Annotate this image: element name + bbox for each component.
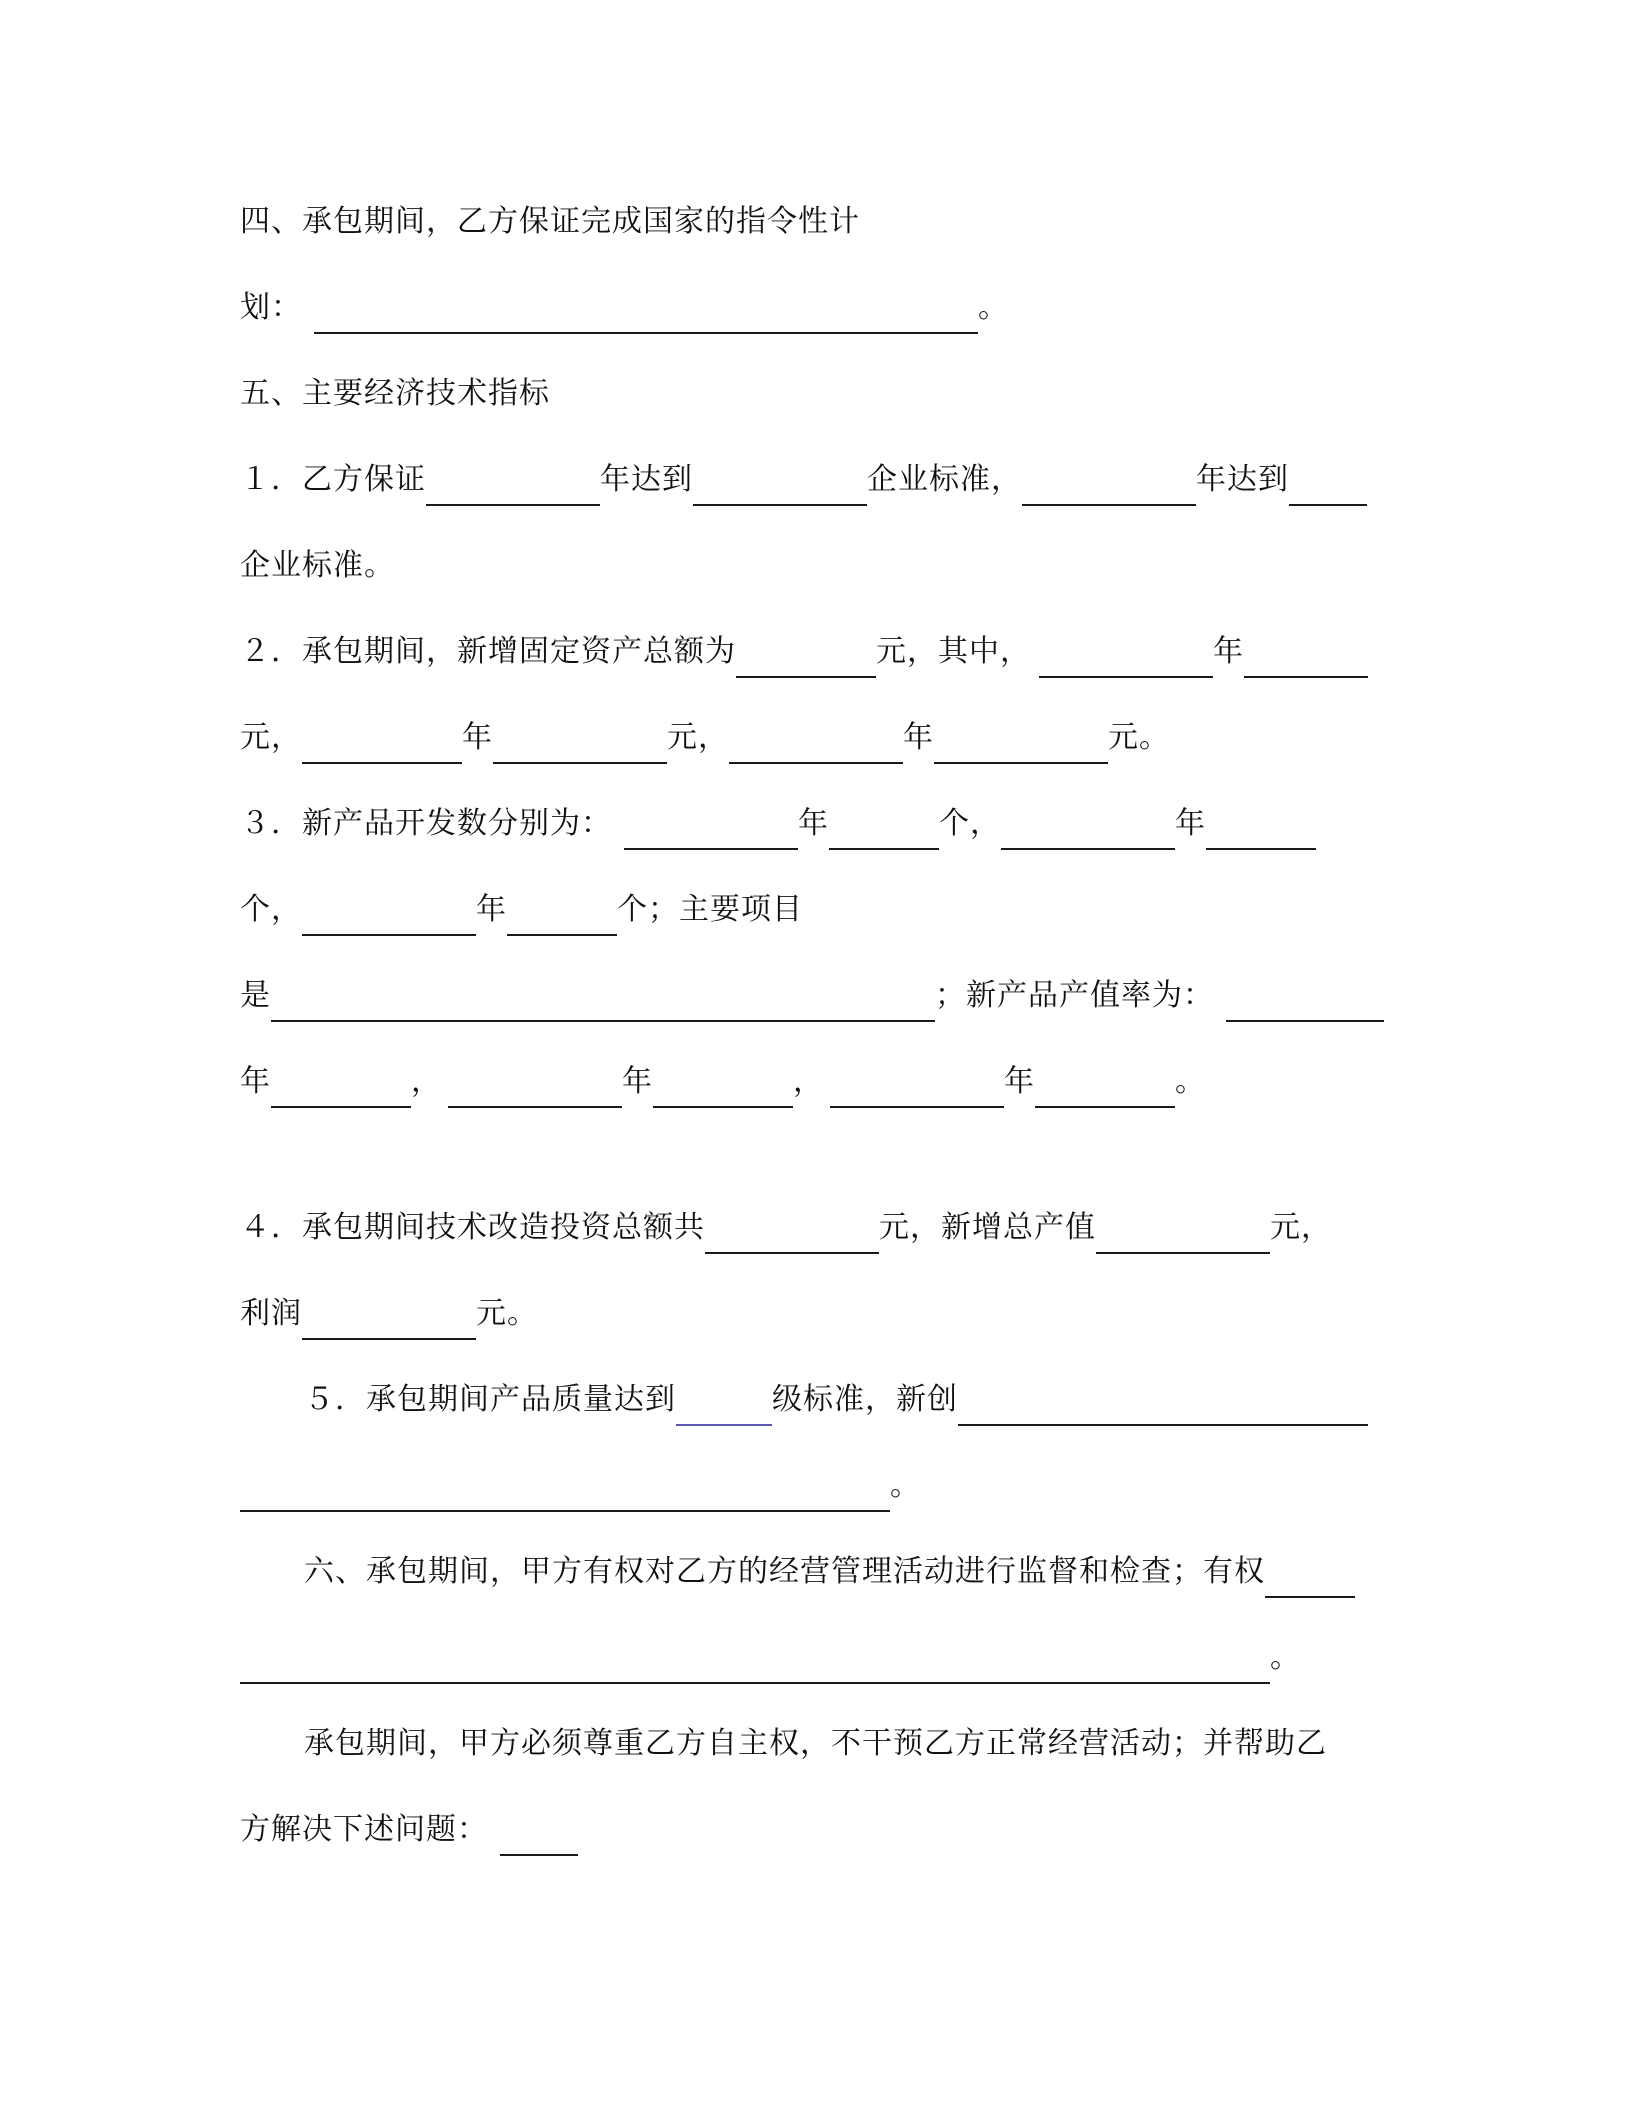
blank-year-b[interactable] <box>302 728 462 764</box>
text: 是 <box>240 978 271 1013</box>
text: ４．承包期间技术改造投资总额共 <box>240 1210 705 1245</box>
text: 承包期间，甲方必须尊重乙方自主权，不干预乙方正常经营活动；并帮助乙 <box>304 1726 1327 1761</box>
text: 级标准，新创 <box>772 1382 958 1417</box>
blank-standard-1[interactable] <box>693 470 867 506</box>
text: 个， <box>240 892 302 927</box>
text: 年 <box>622 1064 653 1099</box>
blank-count-p2[interactable] <box>1206 814 1316 850</box>
text: 年 <box>1175 806 1206 841</box>
text: ５．承包期间产品质量达到 <box>304 1382 676 1417</box>
text: 年 <box>1213 634 1244 669</box>
blank-year-c[interactable] <box>729 728 903 764</box>
item-2-line-2 <box>240 702 1170 758</box>
text: 年达到 <box>1196 462 1289 497</box>
item-5-line-1 <box>304 1364 1368 1420</box>
text: 企业标准。 <box>240 548 395 583</box>
text: ， <box>793 1064 824 1099</box>
text: 元。 <box>1108 720 1170 755</box>
text: 年 <box>903 720 934 755</box>
item-3-line-4 <box>240 1046 1206 1102</box>
text: 五、主要经济技术指标 <box>240 376 550 411</box>
text: 年 <box>240 1064 271 1099</box>
blank-year-p2[interactable] <box>1001 814 1175 850</box>
blank-amount-c[interactable] <box>934 728 1108 764</box>
text: 年 <box>476 892 507 927</box>
section-4-line-1 <box>240 186 860 242</box>
section-6-line-4 <box>240 1794 578 1850</box>
text: 元， <box>1270 1210 1332 1245</box>
blank-rate-intro[interactable] <box>1226 986 1384 1022</box>
text: ， <box>411 1064 442 1099</box>
section-6-line-2 <box>240 1622 1301 1678</box>
section-4-line-2 <box>240 272 1009 328</box>
blank-asset-total[interactable] <box>736 642 876 678</box>
blank-new-output[interactable] <box>1096 1218 1270 1254</box>
text: １．乙方保证 <box>240 462 426 497</box>
item-5-line-2 <box>240 1450 921 1506</box>
text: 。 <box>1175 1064 1206 1099</box>
text: 元， <box>667 720 729 755</box>
text: 方解决下述问题： <box>240 1812 488 1847</box>
blank-plan[interactable] <box>314 298 978 334</box>
text: 划： <box>240 290 302 325</box>
blank-new-creation-2[interactable] <box>240 1476 890 1512</box>
item-3-line-1 <box>240 788 1316 844</box>
text: 元，新增总产值 <box>879 1210 1096 1245</box>
text: 。 <box>890 1468 921 1503</box>
text: 。 <box>1270 1640 1301 1675</box>
text: 元。 <box>476 1296 538 1331</box>
text: 年 <box>1004 1064 1035 1099</box>
blank-rights-1[interactable] <box>1265 1562 1355 1598</box>
blank-issues[interactable] <box>500 1820 578 1856</box>
blank-year-p3[interactable] <box>302 900 476 936</box>
text: ３．新产品开发数分别为： <box>240 806 612 841</box>
blank-year-a[interactable] <box>1039 642 1213 678</box>
item-1-line-2 <box>240 530 395 586</box>
blank-rights-2[interactable] <box>240 1648 1270 1684</box>
blank-amount-a[interactable] <box>1244 642 1368 678</box>
text: 个；主要项目 <box>617 892 803 927</box>
blank-rate-2[interactable] <box>653 1072 793 1108</box>
text: 元， <box>240 720 302 755</box>
blank-main-projects[interactable] <box>271 986 935 1022</box>
blank-year-1[interactable] <box>426 470 600 506</box>
blank-year-2[interactable] <box>1022 470 1196 506</box>
item-4-line-1 <box>240 1192 1332 1248</box>
text: ；新产品产值率为： <box>935 978 1214 1013</box>
blank-rate-1[interactable] <box>271 1072 411 1108</box>
blank-rate-year-2[interactable] <box>448 1072 622 1108</box>
blank-rate-3[interactable] <box>1035 1072 1175 1108</box>
text: ２．承包期间，新增固定资产总额为 <box>240 634 736 669</box>
item-3-line-2 <box>240 874 803 930</box>
item-4-line-2 <box>240 1278 538 1334</box>
text: 个， <box>939 806 1001 841</box>
blank-standard-2[interactable] <box>1289 470 1367 506</box>
blank-new-creation-1[interactable] <box>958 1390 1368 1426</box>
text: 年达到 <box>600 462 693 497</box>
text: 年 <box>462 720 493 755</box>
section-6-line-3 <box>304 1708 1327 1764</box>
section-6-line-1 <box>304 1536 1355 1592</box>
text: 。 <box>978 290 1009 325</box>
text: 六、承包期间，甲方有权对乙方的经营管理活动进行监督和检查；有权 <box>304 1554 1265 1589</box>
blank-profit[interactable] <box>302 1304 476 1340</box>
section-5-heading <box>240 358 550 414</box>
blank-tech-investment[interactable] <box>705 1218 879 1254</box>
text: 企业标准， <box>867 462 1022 497</box>
text: 利润 <box>240 1296 302 1331</box>
blank-quality-level[interactable] <box>676 1390 772 1426</box>
blank-year-p1[interactable] <box>624 814 798 850</box>
blank-count-p1[interactable] <box>829 814 939 850</box>
item-2-line-1 <box>240 616 1368 672</box>
text: 元，其中， <box>876 634 1031 669</box>
text: 年 <box>798 806 829 841</box>
text: 四、承包期间，乙方保证完成国家的指令性计 <box>240 204 860 239</box>
blank-amount-b[interactable] <box>493 728 667 764</box>
blank-rate-year-3[interactable] <box>830 1072 1004 1108</box>
item-3-line-3 <box>240 960 1384 1016</box>
blank-count-p3[interactable] <box>507 900 617 936</box>
item-1-line-1 <box>240 444 1367 500</box>
